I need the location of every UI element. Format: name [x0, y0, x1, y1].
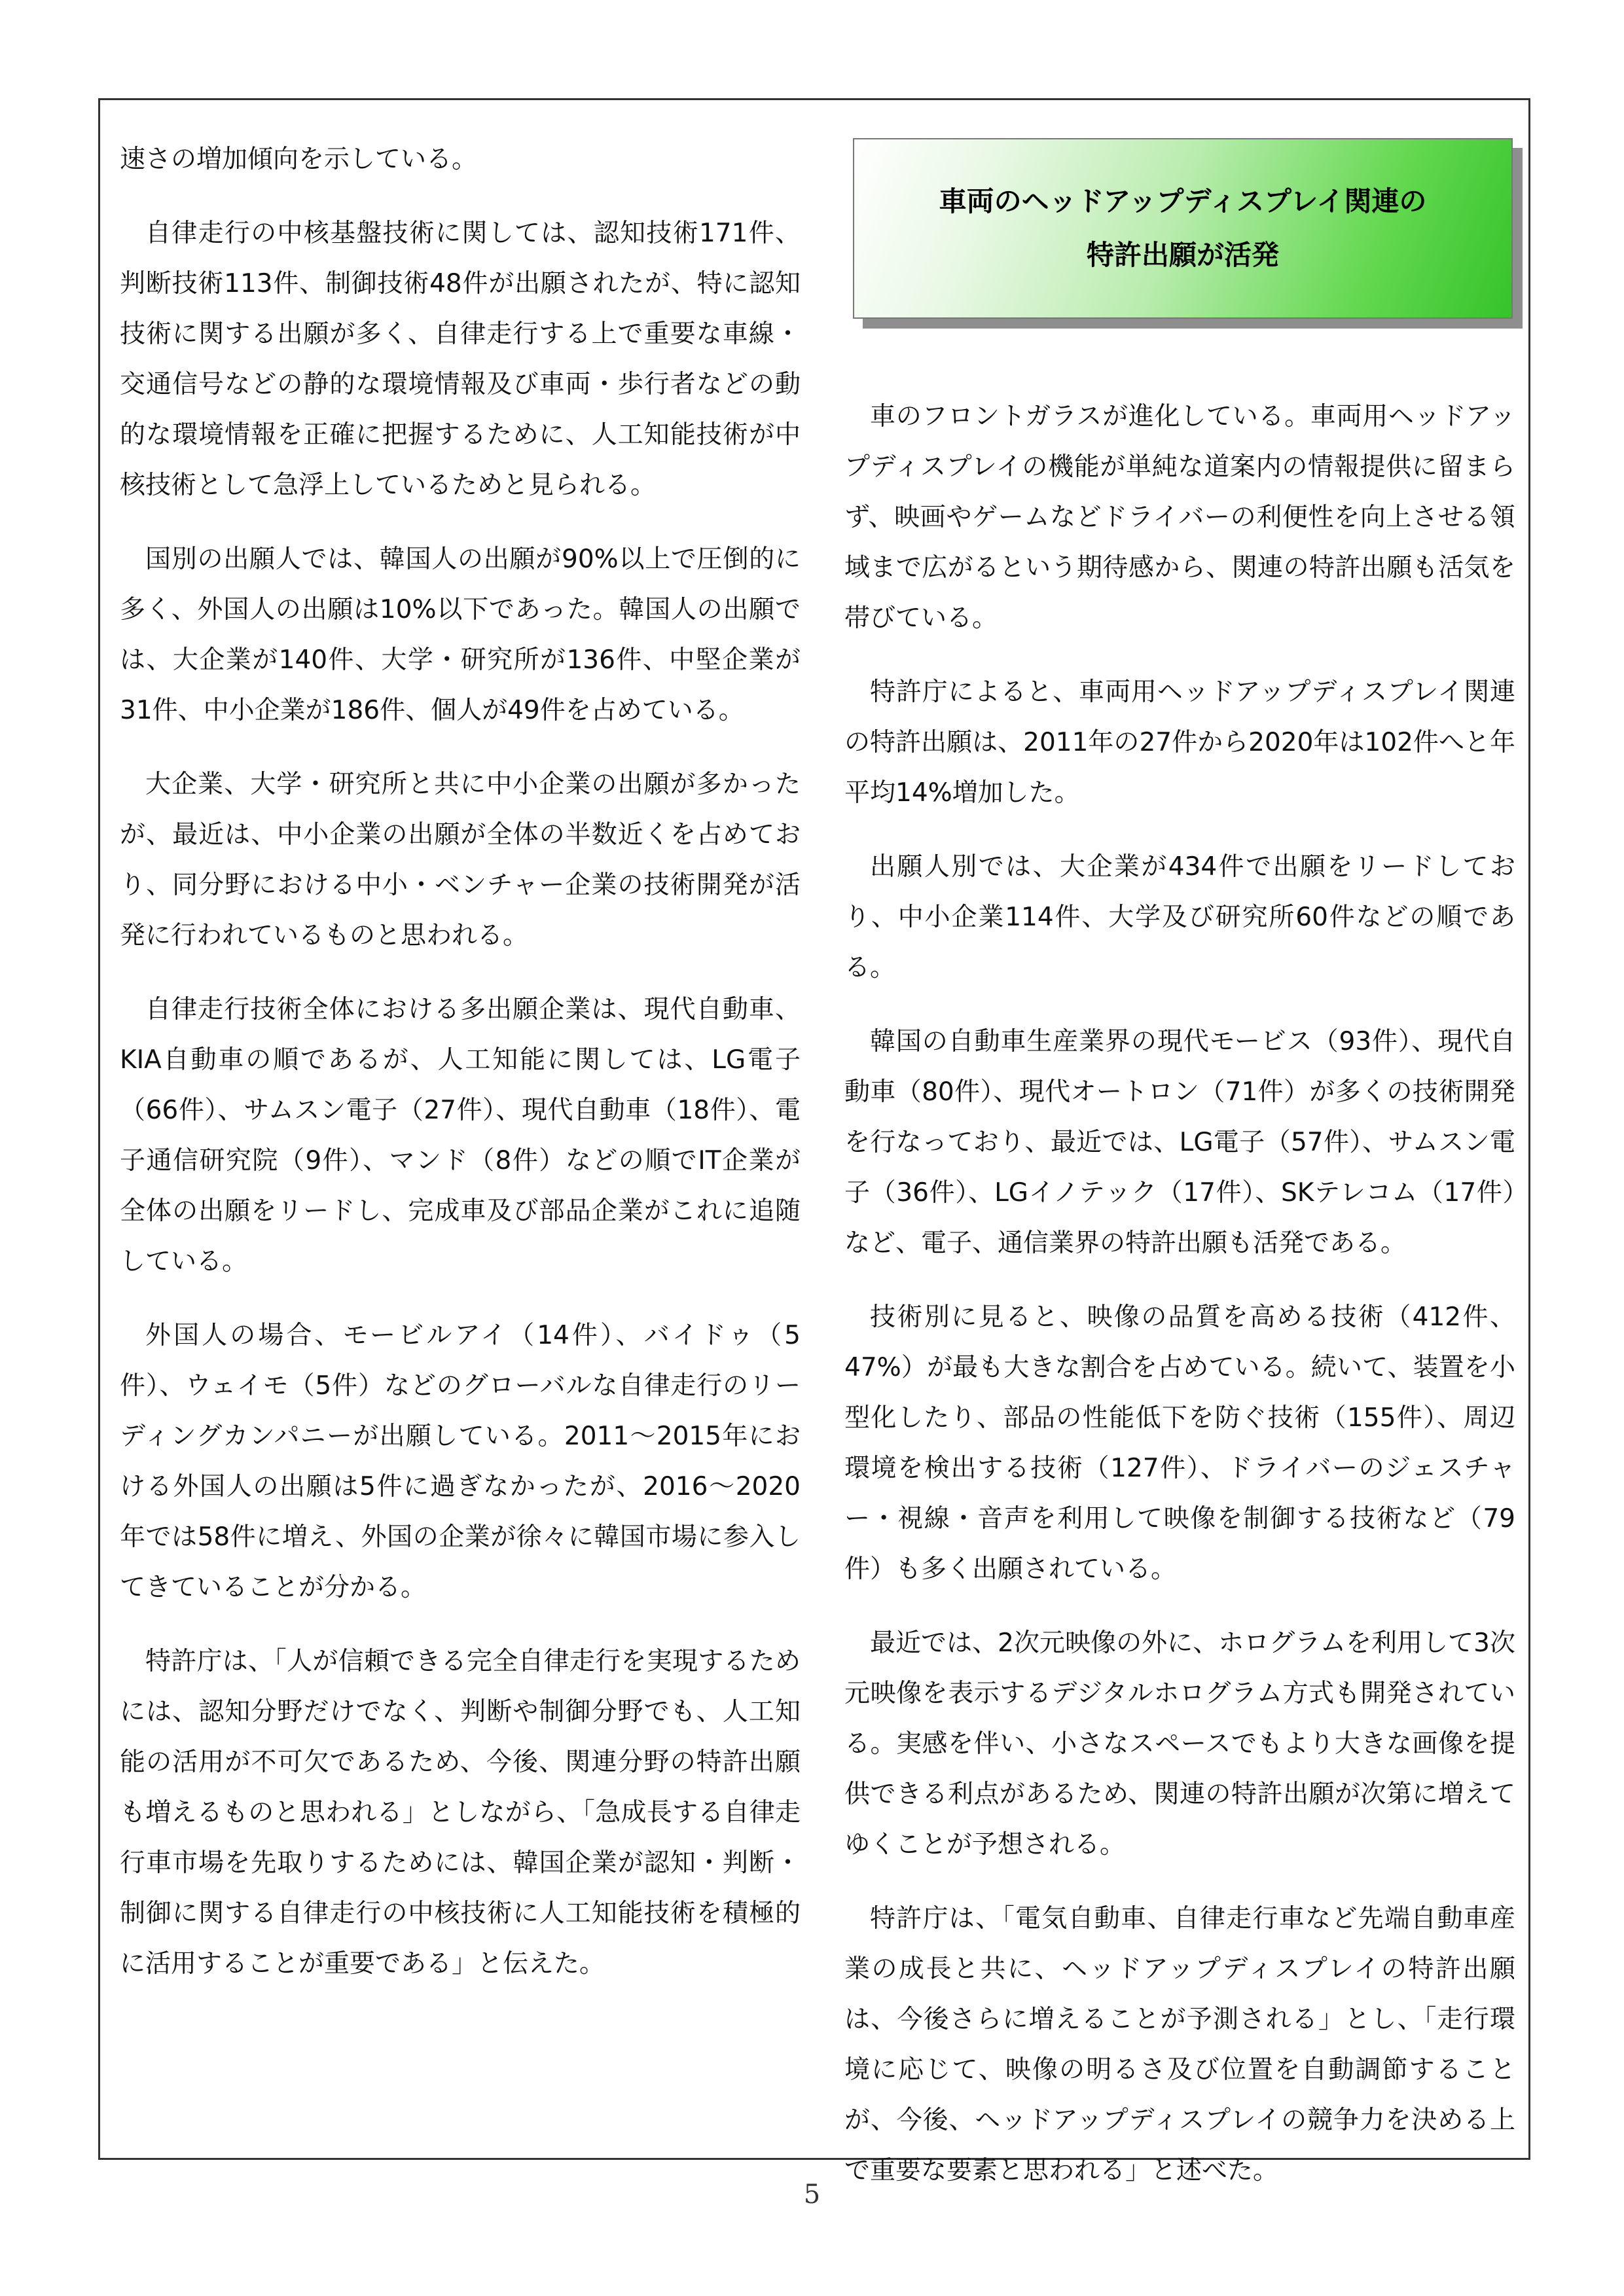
article-heading — [853, 138, 1513, 319]
heading-line-1: 車両のヘッドアップディスプレイ関連の — [939, 185, 1427, 217]
paragraph: 車のフロントガラスが進化している。車両用ヘッドアップディスプレイの機能が単純な道案内の情報提供に留まらず、映画やゲームなどドライバーの利便性を向上させる領域まで広がるという期待感から、関連の特許出願も活気を帯びている。 — [844, 402, 1515, 633]
paragraph: 特許庁によると、車両用ヘッドアップディスプレイ関連の特許出願は、2011年の27件から2020年は102件へと年平均14%増加した。 — [844, 677, 1515, 808]
paragraph: 最近では、2次元映像の外に、ホログラムを利用して3次元映像を表示するデジタルホログラム方式も開発されている。実感を伴い、小さなスペースでもより大きな画像を提供できる利点があるため、関連の特許出願が次第に増えてゆくことが予想される。 — [844, 1628, 1515, 1859]
page-frame — [98, 98, 1530, 2185]
paragraph: 特許庁は、「人が信頼できる完全自律走行を実現するためには、認知分野だけでなく、判断や制御分野でも、人工知能の活用が不可欠であるため、今後、関連分野の特許出願も増えるものと思われる」としながら、「急成長する自律走行車市場を先取りするためには、韓国企業が認知・判断・制御に関する自律走行の中核技術に人工知能技術を積極的に活用することが重要である」と伝えた。 — [120, 1647, 801, 1979]
right-column — [844, 391, 1515, 2219]
left-column — [120, 134, 801, 2013]
paragraph: 外国人の場合、モービルアイ（14件）、バイドゥ（5件）、ウェイモ（5件）などのグローバルな自律走行のリーディングカンパニーが出願している。2011～2015年における外国人の出願は5件に過ぎなかったが、2016～2020年では58件に増え、外国の企業が徐々に韓国市場に参入してきていることが分かる。 — [120, 1321, 801, 1602]
heading-line-2: 特許出願が活発 — [1086, 239, 1279, 271]
paragraph: 自律走行の中核基盤技術に関しては、認知技術171件、判断技術113件、制御技術48件が出願されたが、特に認知技術に関する出願が多く、自律走行する上で重要な車線・交通信号などの静的な環境情報及び車両・歩行者などの動的な環境情報を正確に把握するために、人工知能技術が中核技術として急浮上しているためと見られる。 — [120, 219, 801, 500]
paragraph: 特許庁は、「電気自動車、自律走行車など先端自動車産業の成長と共に、ヘッドアップディスプレイの特許出願は、今後さらに増えることが予測される」とし、「走行環境に応じて、映像の明るさ及び位置を自動調節することが、今後、ヘッドアップディスプレイの競争力を決める上で重要な要素と思われる」と述べた。 — [844, 1904, 1515, 2185]
paragraph: 自律走行技術全体における多出願企業は、現代自動車、KIA自動車の順であるが、人工知能に関しては、LG電子（66件）、サムスン電子（27件）、現代自動車（18件）、電子通信研究院（9件）、マンド（8件）などの順でIT企業が全体の出願をリードし、完成車及び部品企業がこれに追随している。 — [120, 995, 801, 1276]
paragraph: 国別の出願人では、韓国人の出願が90%以上で圧倒的に多く、外国人の出願は10%以下であった。韓国人の出願では、大企業が140件、大学・研究所が136件、中堅企業が31件、中小企業が186件、個人が49件を占めている。 — [120, 545, 801, 725]
paragraph: 韓国の自動車生産業界の現代モービス（93件）、現代自動車（80件）、現代オートロン（71件）が多くの技術開発を行なっており、最近では、LG電子（57件）、サムスン電子（36件）、LGイノテック（17件）、SKテレコム（17件）など、電子、通信業界の特許出願も活発である。 — [844, 1027, 1515, 1258]
paragraph: 大企業、大学・研究所と共に中小企業の出願が多かったが、最近は、中小企業の出願が全体の半数近くを占めており、同分野における中小・ベンチャー企業の技術開発が活発に行われているものと思われる。 — [120, 770, 801, 950]
page-number: 5 — [803, 2179, 821, 2210]
paragraph: 技術別に見ると、映像の品質を高める技術（412件、47%）が最も大きな割合を占めている。続いて、装置を小型化したり、部品の性能低下を防ぐ技術（155件）、周辺環境を検出する技術（127件）、ドライバーのジェスチャー・視線・音声を利用して映像を制御する技術など（79件）も多く出願されている。 — [844, 1302, 1515, 1584]
paragraph: 出願人別では、大企業が434件で出願をリードしており、中小企業114件、大学及び研究所60件などの順である。 — [844, 852, 1515, 982]
paragraph: 速さの増加傾向を示している。 — [120, 145, 478, 174]
